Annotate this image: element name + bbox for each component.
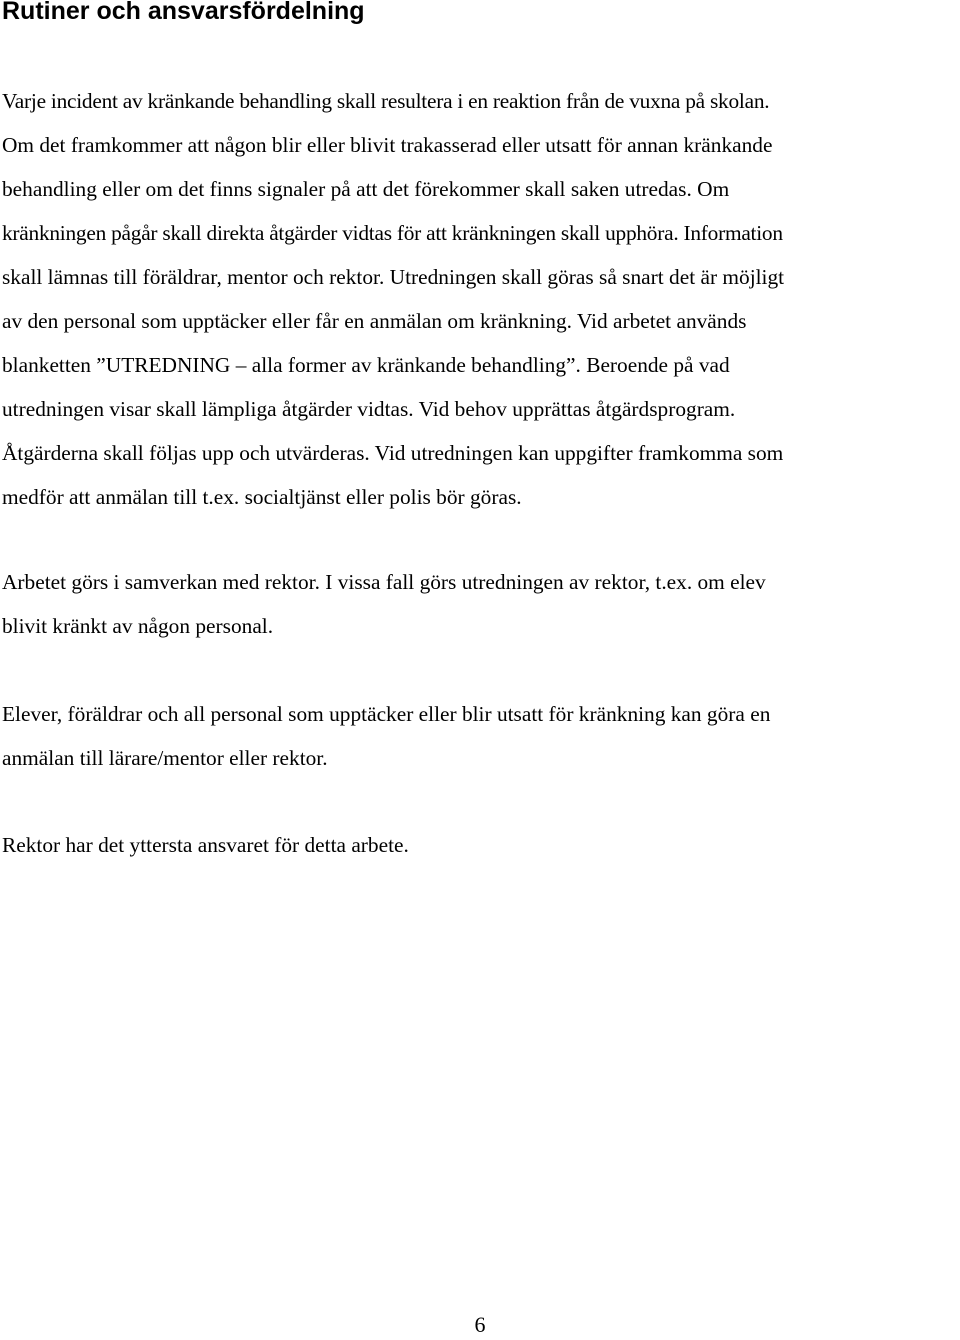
page-number: 6 — [474, 1312, 486, 1337]
paragraph-reporting — [2, 692, 960, 780]
paragraph-line: Elever, föräldrar och all personal som upptäcker eller blir utsatt för kränkning kan göra en — [2, 702, 771, 726]
paragraph-line: av den personal som upptäcker eller får en anmälan om kränkning. Vid arbetet används — [2, 309, 747, 333]
paragraph-line: medför att anmälan till t.ex. socialtjänst eller polis bör göras. — [2, 485, 522, 509]
paragraph-line: Rektor har det yttersta ansvaret för detta arbete. — [2, 833, 409, 857]
paragraph-responsibility — [2, 823, 960, 867]
paragraph-incident-procedure — [2, 79, 960, 519]
paragraph-line: utredningen visar skall lämpliga åtgärder vidtas. Vid behov upprättas åtgärdsprogram. — [2, 397, 736, 421]
paragraph-line: anmälan till lärare/mentor eller rektor. — [2, 746, 328, 770]
paragraph-line: behandling eller om det finns signaler på att det förekommer skall saken utredas. Om — [2, 177, 730, 201]
paragraph-line: Om det framkommer att någon blir eller blivit trakasserad eller utsatt för annan kränkande — [2, 133, 773, 157]
paragraph-line: Åtgärderna skall följas upp och utvärderas. Vid utredningen kan uppgifter framkomma som — [2, 441, 784, 465]
paragraph-line: Arbetet görs i samverkan med rektor. I vissa fall görs utredningen av rektor, t.ex. om elev — [2, 570, 766, 594]
paragraph-collaboration — [2, 560, 960, 648]
paragraph-line: blivit kränkt av någon personal. — [2, 614, 274, 638]
page-title: Rutiner och ansvarsfördelning — [2, 0, 365, 25]
paragraph-line: Varje incident av kränkande behandling skall resultera i en reaktion från de vuxna på skolan. — [2, 89, 770, 113]
paragraph-line: blanketten ”UTREDNING – alla former av kränkande behandling”. Beroende på vad — [2, 353, 730, 377]
paragraph-line: skall lämnas till föräldrar, mentor och rektor. Utredningen skall göras så snart det är möjligt — [2, 265, 785, 289]
paragraph-line: kränkningen pågår skall direkta åtgärder vidtas för att kränkningen skall upphöra. Information — [2, 221, 783, 245]
